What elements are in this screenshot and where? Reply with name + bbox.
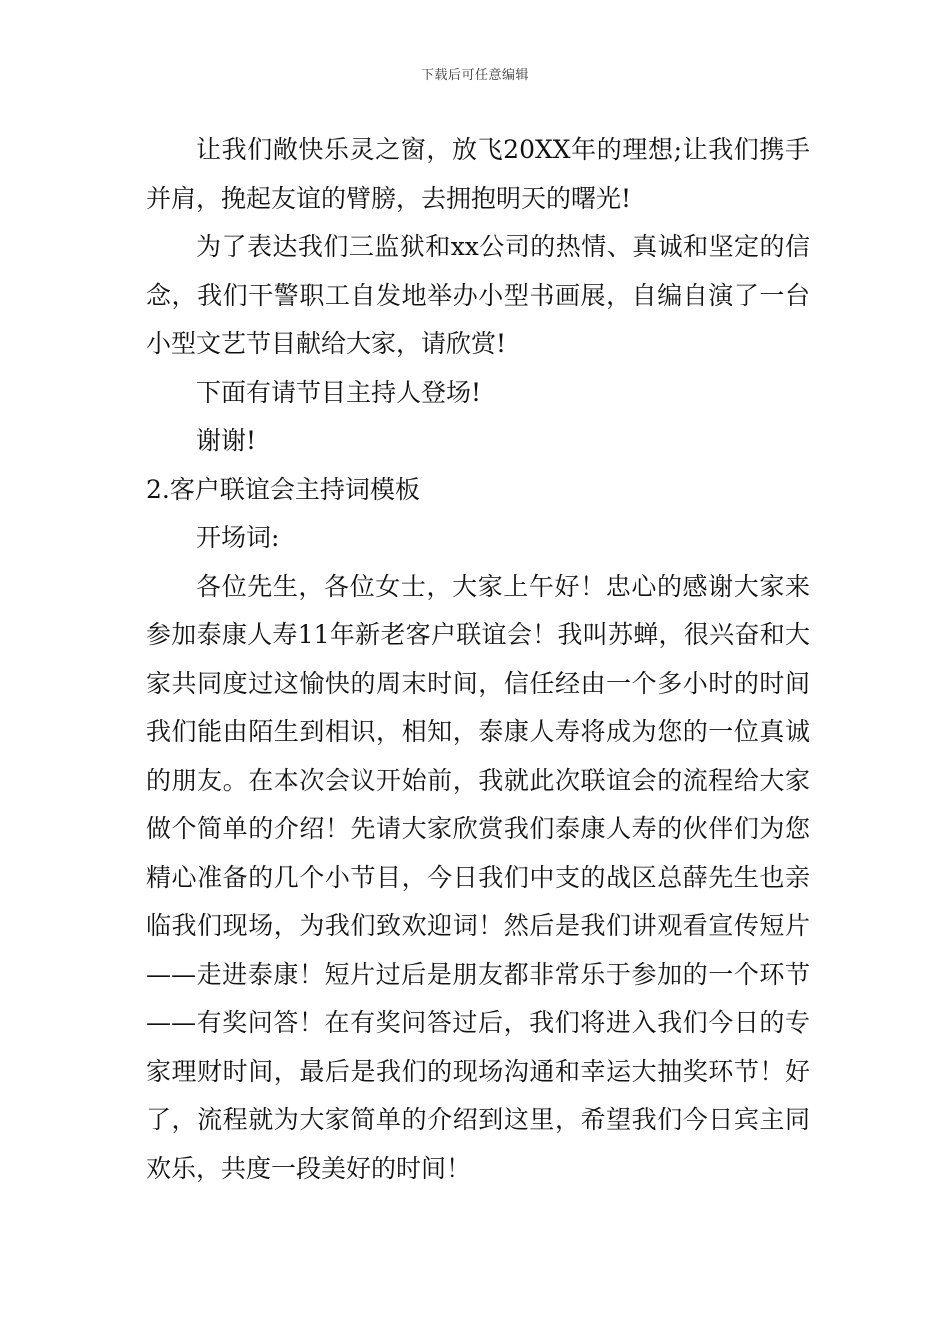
paragraph-opening-label: 开场词:	[196, 523, 280, 552]
paragraph-4: 谢谢!	[196, 426, 257, 455]
document-body	[146, 126, 810, 1193]
paragraph-3: 下面有请节目主持人登场!	[196, 377, 482, 407]
page-header: 下载后可任意编辑	[420, 68, 529, 83]
paragraph-2: 为了表达我们三监狱和xx公司的热情、真诚和坚定的信念，我们干警职工自发地举办小型书画展，自编自演了一台小型文艺节目献给大家，请欣赏!	[146, 232, 810, 358]
section-heading: 2.客户联谊会主持词模板	[146, 474, 420, 504]
paragraph-1: 让我们敞快乐灵之窗，放飞20XX年的理想;让我们携手并肩，挽起友谊的臂膀，去拥抱明天的曙光!	[146, 135, 810, 213]
paragraph-opening-speech: 各位先生，各位女士，大家上午好！忠心的感谢大家来参加泰康人寿11年新老客户联谊会！我叫苏蝉，很兴奋和大家共同度过这愉快的周末时间，信任经由一个多小时的时间我们能由陌生到相识，相知，泰康人寿将成为您的一位真诚的朋友。在本次会议开始前，我就此次联谊会的流程给大家做个简单的介绍！先请大家欣赏我们泰康人寿的伙伴们为您精心准备的几个小节目，今日我们中支的战区总薛先生也亲临我们现场，为我们致欢迎词！然后是我们讲观看宣传短片——走进泰康！短片过后是朋友都非常乐于参加的一个环节——有奖问答！在有奖问答过后，我们将进入我们今日的专家理财时间，最后是我们的现场沟通和幸运大抽奖环节！好了，流程就为大家简单的介绍到这里，希望我们今日宾主同欢乐，共度一段美好的时间！	[146, 571, 810, 1183]
